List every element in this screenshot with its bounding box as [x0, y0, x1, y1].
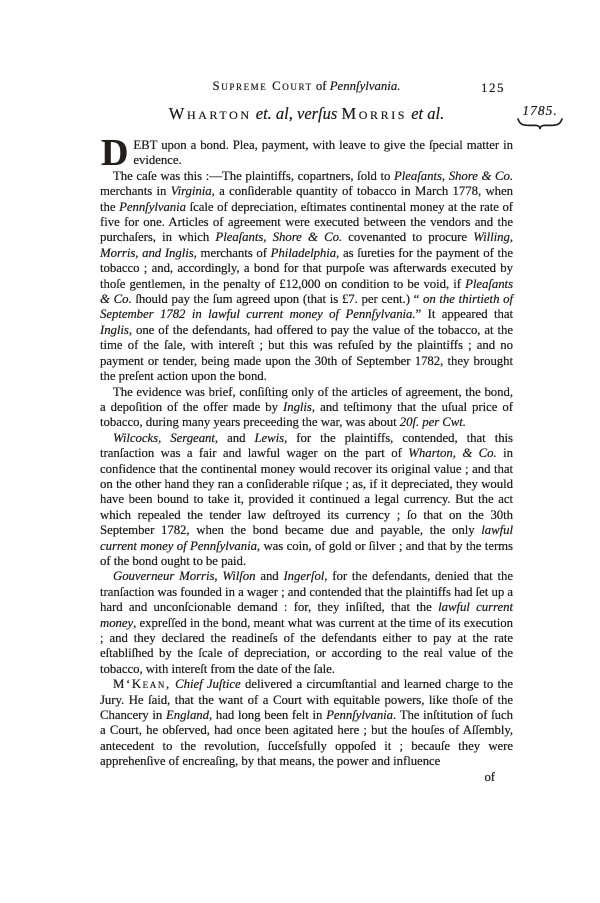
paragraph-headnote-text: EBT upon a bond. Plea, payment, with leave to give the ſpecial matter in evidence.: [133, 138, 513, 168]
case-title: Wharton et. al, verſus Morris et al.: [168, 104, 445, 123]
dropcap-letter: D: [101, 132, 129, 174]
underbrace-icon: [517, 118, 563, 130]
paragraph-headnote: [100, 132, 513, 174]
running-header: [100, 79, 513, 94]
paragraph-defendants-argument: Gouverneur Morris, Wilſon and Ingerſol, for the defendants, denied that the tranſaction was founded in a wager ; and contended that the plaintiffs had ſet up a hard and unconſcionable demand : for, they inſiſted, that the lawful current money, expreſſed in the bond, meant what was current at the time of its execution ; and they declared the readineſs of the defendants either to pay at the rate eſtabliſhed by the ſcale of depreciation, or according to the real value of the tobacco, with intereſt from the date of the ſale.: [100, 569, 513, 676]
page-number: 125: [481, 80, 505, 95]
paragraph-plaintiffs-argument: Wilcocks, Sergeant, and Lewis, for the plaintiffs, contended, that this tranſaction was a fair and lawful wager on the part of Wharton, & Co. in confidence that the continental money would recover its original value ; and that on the other hand they ran a conſiderable riſque ; as, if it depreciated, they would have been bound to take it, provided it continued a legal currency. But the act which repealed the tender law deſtroyed its currency ; ſo that on the 30th September 1782, when the bond became due and payable, the only lawful current money of Pennſylvania, was coin, of gold or ſilver ; and that by the terms of the bond ought to be paid.: [100, 430, 513, 568]
paragraph-jury-charge: M‘Kean, Chief Juſtice delivered a circumſtantial and learned charge to the Jury. He ſaid, that the want of a Court with equitable powers, like thoſe of the Chancery in England, had long been felt in Pennſylvania. The inſtitution of ſuch a Court, he obſerved, had once been agitated here ; but the houſes of Aſſembly, antecedent to the revolution, ſucceſsfully oppoſed it ; becauſe they were apprehenſive of encreaſing, by that means, the power and influence: [100, 677, 513, 769]
paragraph-case-facts: The caſe was this :—The plaintiffs, copartners, ſold to Pleaſants, Shore & Co. merchants in Virginia, a conſiderable quantity of tobacco in March 1778, when the Pennſylvania ſcale of depreciation, eſtimates continental money at the rate of five for one. Articles of agreement were executed between the vendors and the purchaſers, in which Pleaſants, Shore & Co. covenanted to procure Willing, Morris, and Inglis, merchants of Philadelphia, as ſureties for the payment of the tobacco ; and, accordingly, a bond for that purpoſe was afterwards executed by thoſe gentlemen, in the penalty of £12,000 on condition to be void, if Pleaſants & Co. ſhould pay the ſum agreed upon (that is £7. per cent.) “ on the thirtieth of September 1782 in lawful current money of Pennſylvania.” It appeared that Inglis, one of the defendants, had offered to pay the value of the tobacco, at the time of the ſale, with intereſt ; but this was refuſed by the plaintiffs ; and no payment or tender, being made upon the 30th of September 1782, they brought the preſent action upon the bond.: [100, 168, 514, 384]
year-label: 1785.: [522, 103, 558, 118]
margin-year-note: [512, 102, 568, 130]
catchword: of: [484, 769, 495, 784]
paragraph-evidence: The evidence was brief, conſiſting only of the articles of agreement, the bond, a depoſition of the offer made by Inglis, and teſtimony that the uſual price of tobacco, during many years preceeding the war, was about 20ſ. per Cwt.: [100, 384, 513, 430]
running-title: Supreme Court of Pennſylvania.: [212, 79, 401, 93]
case-report-body: [100, 132, 514, 785]
